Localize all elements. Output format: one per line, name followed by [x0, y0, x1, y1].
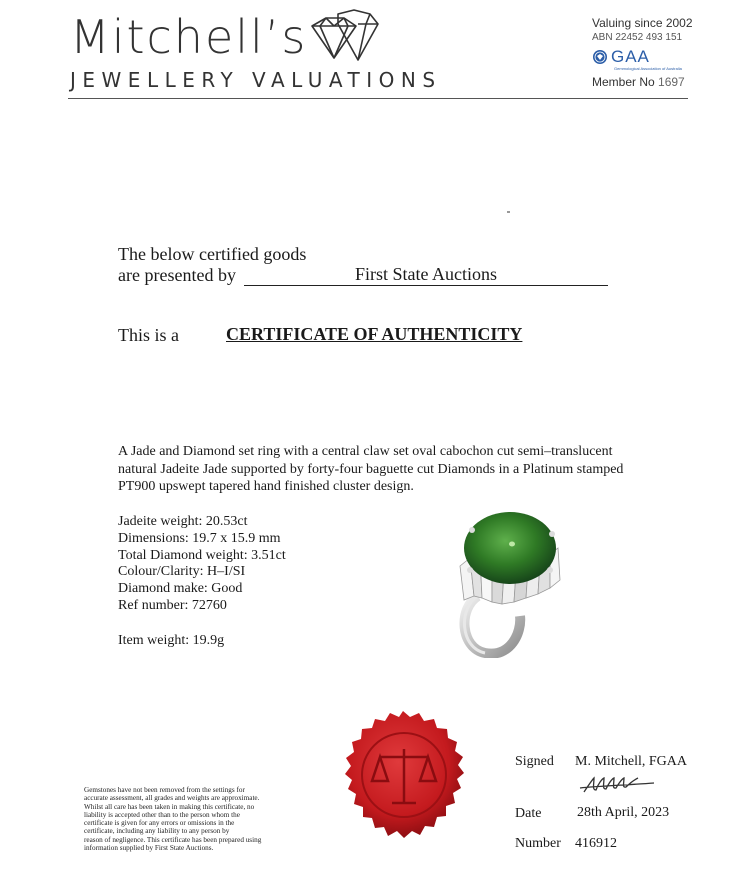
ring-photo [440, 508, 580, 658]
gaa-label: GAA [611, 47, 650, 66]
spec-colour-clarity: Colour/Clarity: H–I/SI [118, 564, 246, 580]
wax-seal-icon [328, 707, 478, 857]
diamond-logo-icon [306, 8, 384, 64]
abn-number: ABN 22452 493 151 [592, 32, 683, 43]
spec-dimensions: Dimensions: 19.7 x 15.9 mm [118, 530, 281, 546]
disclaimer-line-7: reason of negligence. This certificate has been prepared using [84, 835, 262, 844]
valuing-since: Valuing since 2002 [592, 16, 693, 30]
gaa-fullname: Gemmological Association of Australia [614, 66, 682, 71]
member-number [592, 75, 693, 89]
description-line-3: PT900 upswept tapered hand finished cluster design. [118, 479, 414, 494]
spec-ref-number: Ref number: 72760 [118, 597, 227, 613]
signer-name: M. Mitchell, FGAA [575, 754, 687, 769]
presenter-name: First State Auctions [244, 264, 608, 286]
certificate-prefix: This is a [118, 325, 179, 345]
spec-diamond-make: Diamond make: Good [118, 581, 243, 597]
disclaimer-line-5: certificate is given for any errors or omissions in the [84, 819, 235, 828]
spec-diamond-weight: Total Diamond weight: 3.51ct [118, 547, 286, 563]
date-label: Date [515, 806, 542, 821]
legal-disclaimer [84, 786, 294, 852]
header-divider [68, 98, 688, 99]
intro-line-2: are presented by [118, 265, 236, 285]
disclaimer-line-2: accurate assessment, all grades and weights are approximate. [84, 794, 260, 803]
item-description [118, 443, 638, 496]
item-weight: Item weight: 19.9g [118, 633, 225, 648]
signed-label: Signed [515, 754, 554, 769]
specifications-list [118, 514, 286, 615]
certificate-number: 416912 [575, 836, 617, 851]
disclaimer-line-6: certificate, including any liability to any person by [84, 827, 230, 836]
description-line-1: A Jade and Diamond set ring with a central claw set oval cabochon cut semi–translucent [118, 444, 613, 459]
certificate-number-label: Number [515, 836, 561, 851]
speck-mark [507, 211, 510, 213]
disclaimer-line-8: information supplied by First State Auctions. [84, 844, 214, 853]
date-value: 28th April, 2023 [577, 805, 670, 820]
brand-name: Mitchell’s [70, 10, 308, 64]
disclaimer-line-4: liability is accepted other than to the person whom the [84, 810, 240, 819]
gaa-emblem-icon [592, 49, 608, 65]
description-line-2: natural Jadeite Jade supported by forty-four baguette cut Diamonds in a Platinum stamped [118, 461, 624, 477]
brand-subtitle: JEWELLERY VALUATIONS [70, 68, 442, 92]
gaa-logo [592, 47, 693, 67]
handwritten-signature [578, 774, 658, 796]
disclaimer-line-3: Whilst all care has been taken in making this certificate, no [84, 802, 255, 811]
certificate-title: CERTIFICATE OF AUTHENTICITY [226, 324, 523, 344]
intro-line-1: The below certified goods [118, 244, 307, 264]
disclaimer-line-1: Gemstones have not been removed from the settings for [84, 786, 245, 794]
member-value: 1697 [658, 75, 685, 89]
member-label: Member No [592, 75, 655, 89]
accreditation-block [592, 16, 693, 89]
spec-jadeite-weight: Jadeite weight: 20.53ct [118, 514, 248, 529]
